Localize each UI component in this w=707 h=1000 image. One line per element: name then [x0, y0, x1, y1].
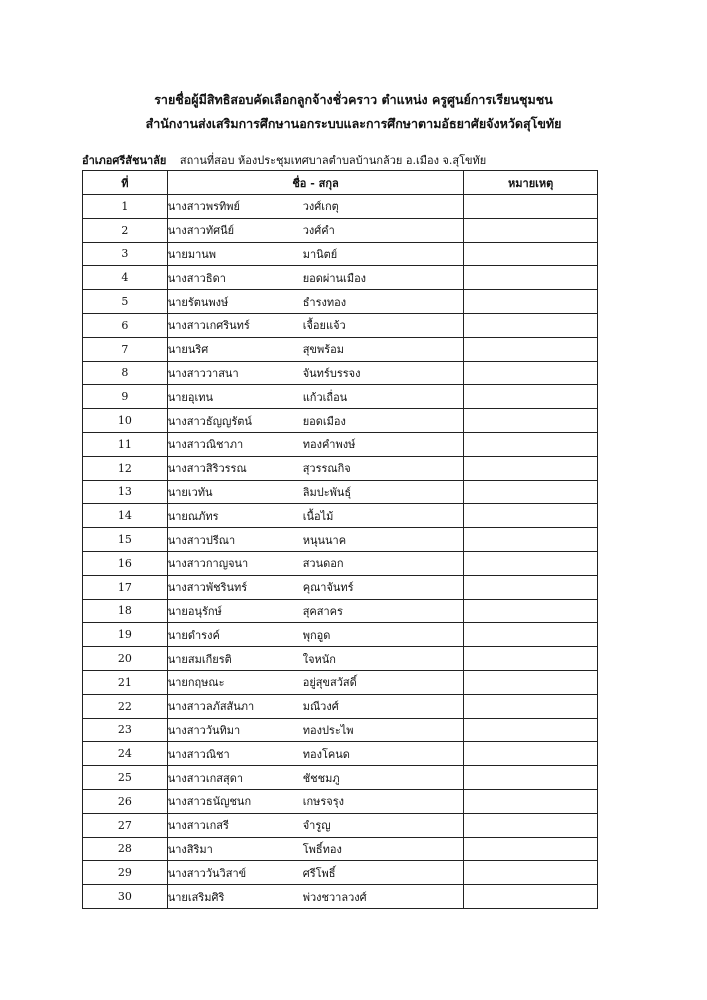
candidate-last-name: พ่วงชวาลวงศ์	[302, 890, 367, 904]
header-note: หมายเหตุ	[464, 171, 598, 195]
row-note	[464, 361, 598, 385]
table-row	[83, 766, 598, 790]
table-row	[83, 242, 598, 266]
title-line-2: สำนักงานส่งเสริมการศึกษานอกระบบและการศึกษาตามอัธยาศัยจังหวัดสุโขทัย	[145, 116, 562, 131]
candidate-last-name: หนุนนาค	[302, 533, 347, 547]
candidate-first-name: นายอนุรักษ์	[167, 604, 222, 618]
candidate-last-name: จำรูญ	[302, 819, 331, 833]
table-row	[83, 528, 598, 552]
header-no: ที่	[83, 171, 168, 195]
candidate-first-name: นางสาวธัญญรัตน์	[167, 414, 252, 428]
row-note	[464, 885, 598, 909]
row-number: 9	[83, 385, 168, 409]
row-number: 14	[83, 504, 168, 528]
row-note	[464, 575, 598, 599]
row-number: 29	[83, 861, 168, 885]
candidate-last-name: ศรีโพธิ์	[302, 866, 336, 880]
row-note	[464, 813, 598, 837]
row-number: 24	[83, 742, 168, 766]
row-number: 17	[83, 575, 168, 599]
venue-label: สถานที่สอบ ห้องประชุมเทศบาลตำบลบ้านกล้วย อ.เมือง จ.สุโขทัย	[179, 154, 487, 167]
table-row	[83, 623, 598, 647]
candidate-name	[167, 504, 464, 528]
table-row	[83, 432, 598, 456]
candidate-last-name: ธำรงทอง	[302, 295, 347, 309]
document-title	[0, 88, 707, 136]
row-note	[464, 290, 598, 314]
candidate-first-name: นางสาวเกสสุดา	[167, 771, 244, 785]
table-row	[83, 647, 598, 671]
row-note	[464, 599, 598, 623]
header-name: ชื่อ - สกุล	[167, 171, 464, 195]
candidate-name	[167, 290, 464, 314]
candidate-first-name: นางสาวเกศรินทร์	[167, 319, 250, 333]
candidate-last-name: เกษรจรุง	[302, 795, 345, 809]
candidate-last-name: จันทร์บรรจง	[302, 366, 361, 380]
candidate-name	[167, 670, 464, 694]
row-number: 1	[83, 195, 168, 219]
row-note	[464, 718, 598, 742]
candidate-first-name: นายดำรงค์	[167, 628, 220, 642]
row-note	[464, 242, 598, 266]
candidate-last-name: สุคสาคร	[302, 604, 343, 618]
candidate-first-name: นางสาวณิชา	[167, 747, 230, 761]
table-row	[83, 813, 598, 837]
row-number: 30	[83, 885, 168, 909]
row-number: 27	[83, 813, 168, 837]
row-number: 6	[83, 313, 168, 337]
table-row	[83, 409, 598, 433]
table-row	[83, 694, 598, 718]
row-note	[464, 766, 598, 790]
row-number: 22	[83, 694, 168, 718]
candidate-first-name: นายณภัทร	[167, 509, 219, 523]
candidate-first-name: นางสาวเกสรี	[167, 819, 229, 833]
row-number: 5	[83, 290, 168, 314]
candidate-first-name: นางสาววันวิสาข์	[167, 866, 247, 880]
table-row	[83, 385, 598, 409]
candidate-last-name: มณีวงศ์	[302, 700, 339, 714]
table-row	[83, 218, 598, 242]
candidate-name	[167, 480, 464, 504]
candidate-name	[167, 242, 464, 266]
candidate-first-name: นายสมเกียรติ	[167, 652, 232, 666]
candidate-last-name: พุกอูด	[302, 628, 331, 642]
candidate-name	[167, 861, 464, 885]
candidate-name	[167, 885, 464, 909]
table-row	[83, 456, 598, 480]
candidate-first-name: นางสาววาสนา	[167, 366, 239, 380]
row-number: 15	[83, 528, 168, 552]
row-number: 23	[83, 718, 168, 742]
row-note	[464, 385, 598, 409]
candidate-first-name: นางสาวลภัสสันภา	[167, 700, 255, 714]
candidate-first-name: นางสาวธิดา	[167, 271, 226, 285]
candidate-first-name: นายมานพ	[167, 247, 217, 261]
candidate-name	[167, 742, 464, 766]
candidate-name	[167, 647, 464, 671]
row-note	[464, 480, 598, 504]
row-note	[464, 218, 598, 242]
candidate-last-name: วงศ์เกตุ	[302, 200, 339, 214]
row-number: 20	[83, 647, 168, 671]
table-header-row	[83, 171, 598, 195]
row-number: 10	[83, 409, 168, 433]
row-number: 8	[83, 361, 168, 385]
district-label: อำเภอศรีสัชนาลัย	[82, 154, 167, 167]
row-number: 7	[83, 337, 168, 361]
candidate-name	[167, 266, 464, 290]
row-note	[464, 623, 598, 647]
table-row	[83, 718, 598, 742]
row-number: 16	[83, 551, 168, 575]
candidate-name	[167, 575, 464, 599]
candidate-first-name: นางสาวสิริวรรณ	[167, 462, 247, 476]
row-number: 2	[83, 218, 168, 242]
candidate-last-name: ใจหนัก	[302, 652, 336, 666]
row-number: 25	[83, 766, 168, 790]
table-row	[83, 789, 598, 813]
candidate-name	[167, 528, 464, 552]
table-row	[83, 670, 598, 694]
candidate-last-name: เนื้อไม้	[302, 509, 334, 523]
candidate-last-name: สุขพร้อม	[302, 343, 344, 357]
table-row	[83, 195, 598, 219]
table-row	[83, 575, 598, 599]
candidate-last-name: ลิมปะพันธุ์	[302, 485, 352, 499]
candidate-first-name: นายเวทัน	[167, 485, 213, 499]
table-row	[83, 861, 598, 885]
row-note	[464, 551, 598, 575]
candidate-name	[167, 837, 464, 861]
row-number: 28	[83, 837, 168, 861]
table-row	[83, 837, 598, 861]
candidate-last-name: ยอดเมือง	[302, 414, 346, 428]
row-note	[464, 432, 598, 456]
title-line-1: รายชื่อผู้มีสิทธิสอบคัดเลือกลูกจ้างชั่วคราว ตำแหน่ง ครูศูนย์การเรียนชุมชน	[154, 92, 553, 107]
table-row	[83, 266, 598, 290]
candidate-first-name: นางสาวกาญจนา	[167, 557, 249, 571]
candidate-last-name: ทองประไพ	[302, 723, 354, 737]
table-row	[83, 885, 598, 909]
candidate-first-name: นายกฤษณะ	[167, 676, 225, 690]
candidate-last-name: ทองคำพงษ์	[302, 438, 356, 452]
row-note	[464, 195, 598, 219]
candidate-first-name: นางสาวพรทิพย์	[167, 200, 240, 214]
candidate-name	[167, 432, 464, 456]
candidate-first-name: นายนริศ	[167, 343, 209, 357]
row-note	[464, 337, 598, 361]
row-note	[464, 742, 598, 766]
row-note	[464, 694, 598, 718]
candidate-first-name: นางสาวณิชาภา	[167, 438, 244, 452]
candidate-name	[167, 766, 464, 790]
candidate-last-name: แก้วเถื่อน	[302, 390, 348, 404]
row-number: 19	[83, 623, 168, 647]
candidate-name	[167, 694, 464, 718]
row-note	[464, 456, 598, 480]
candidate-first-name: นายอุเทน	[167, 390, 213, 404]
candidate-name	[167, 718, 464, 742]
candidate-name	[167, 456, 464, 480]
row-note	[464, 861, 598, 885]
table-row	[83, 361, 598, 385]
row-number: 18	[83, 599, 168, 623]
candidate-last-name: สุวรรณกิจ	[302, 462, 351, 476]
table-body	[83, 195, 598, 909]
candidate-name	[167, 313, 464, 337]
candidate-name	[167, 409, 464, 433]
row-note	[464, 504, 598, 528]
candidate-last-name: วงศ์คำ	[302, 224, 335, 238]
candidate-name	[167, 218, 464, 242]
candidate-last-name: อยู่สุขสวัสดิ์	[302, 676, 357, 690]
candidate-name	[167, 385, 464, 409]
candidate-name	[167, 789, 464, 813]
candidate-table	[82, 170, 598, 909]
row-number: 12	[83, 456, 168, 480]
table-row	[83, 599, 598, 623]
candidate-last-name: ยอดผ่านเมือง	[302, 271, 367, 285]
candidate-name	[167, 599, 464, 623]
row-number: 11	[83, 432, 168, 456]
candidate-first-name: นายรัตนพงษ์	[167, 295, 229, 309]
candidate-name	[167, 337, 464, 361]
candidate-last-name: สวนดอก	[302, 557, 344, 571]
candidate-first-name: นายเสริมศิริ	[167, 890, 225, 904]
table-row	[83, 504, 598, 528]
row-note	[464, 647, 598, 671]
row-note	[464, 409, 598, 433]
candidate-name	[167, 551, 464, 575]
table-row	[83, 742, 598, 766]
candidate-first-name: นางสาวทัศนีย์	[167, 224, 235, 238]
candidate-first-name: นางสาวปรีณา	[167, 533, 236, 547]
candidate-last-name: โพธิ์ทอง	[302, 842, 342, 856]
row-number: 26	[83, 789, 168, 813]
candidate-first-name: นางสาววันทิมา	[167, 723, 241, 737]
row-note	[464, 528, 598, 552]
table-row	[83, 313, 598, 337]
row-number: 21	[83, 670, 168, 694]
candidate-name	[167, 623, 464, 647]
table-row	[83, 480, 598, 504]
candidate-last-name: คุณาจันทร์	[302, 581, 354, 595]
row-number: 4	[83, 266, 168, 290]
candidate-name	[167, 361, 464, 385]
row-note	[464, 789, 598, 813]
candidate-last-name: มานิตย์	[302, 247, 338, 261]
table-row	[83, 290, 598, 314]
row-note	[464, 313, 598, 337]
candidate-last-name: ทองโคนด	[302, 747, 350, 761]
candidate-last-name: ชัชชมภู	[302, 771, 340, 785]
table-row	[83, 551, 598, 575]
row-number: 13	[83, 480, 168, 504]
candidate-name	[167, 195, 464, 219]
exam-location-line	[82, 151, 486, 169]
candidate-first-name: นางสาวธนัญชนก	[167, 795, 252, 809]
candidate-first-name: นางสาวพัชรินทร์	[167, 581, 248, 595]
candidate-first-name: นางสิริมา	[167, 842, 213, 856]
table-row	[83, 337, 598, 361]
row-note	[464, 266, 598, 290]
row-note	[464, 837, 598, 861]
row-number: 3	[83, 242, 168, 266]
candidate-last-name: เจื้อยแจ้ว	[302, 319, 346, 333]
candidate-name	[167, 813, 464, 837]
row-note	[464, 670, 598, 694]
